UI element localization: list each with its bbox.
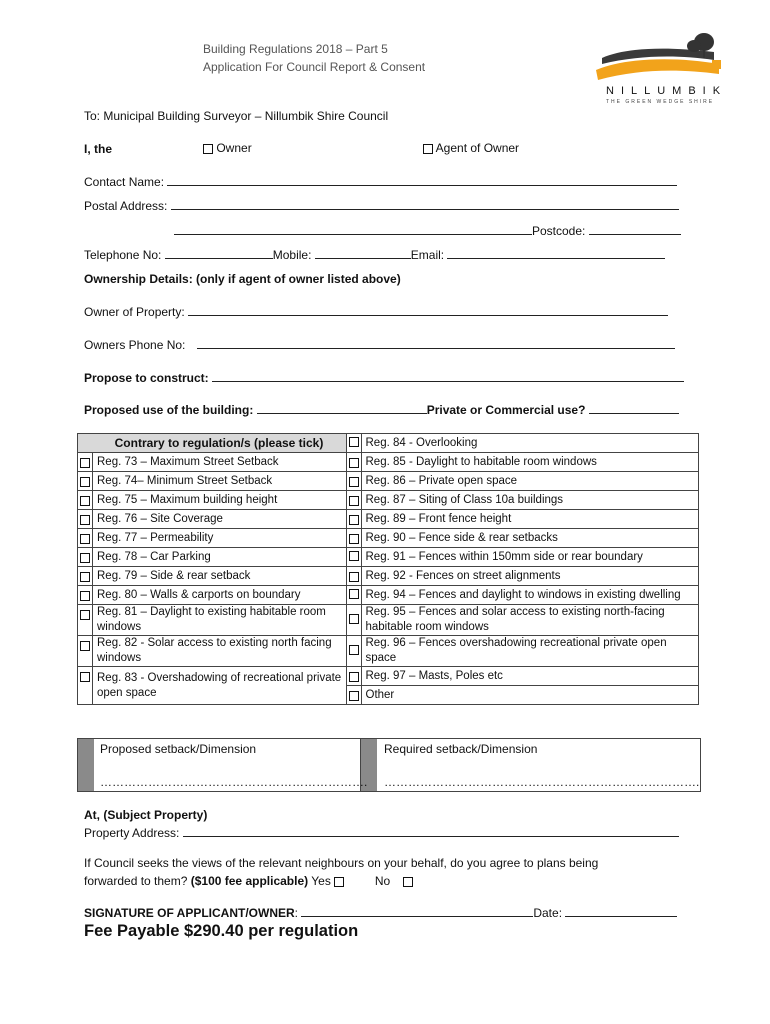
owner-of-property-field[interactable] bbox=[188, 304, 668, 316]
reg-96-label: Reg. 96 – Fences overshadowing recreational private open space bbox=[361, 636, 699, 667]
reg-97-label: Reg. 97 – Masts, Poles etc bbox=[361, 667, 699, 686]
reg-78-label: Reg. 78 – Car Parking bbox=[93, 548, 347, 567]
contact-name-field[interactable] bbox=[167, 174, 677, 186]
reg-81-label: Reg. 81 – Daylight to existing habitable room windows bbox=[93, 605, 347, 636]
to-line: To: Municipal Building Surveyor – Nillumbik Shire Council bbox=[84, 109, 389, 123]
signature-label: SIGNATURE OF APPLICANT/OWNER bbox=[84, 906, 295, 920]
reg-92-checkbox[interactable] bbox=[349, 572, 359, 582]
reg-83-label: Reg. 83 - Overshadowing of recreational private open space bbox=[93, 667, 347, 705]
proposed-use-label: Proposed use of the building: bbox=[84, 403, 254, 417]
postcode-field[interactable] bbox=[589, 223, 681, 235]
logo-name: NILLUMBIK bbox=[606, 85, 728, 97]
owners-phone-field[interactable] bbox=[197, 337, 675, 349]
contact-name-label: Contact Name: bbox=[84, 175, 165, 189]
owner-of-property-label: Owner of Property: bbox=[84, 305, 185, 319]
reg-82-label: Reg. 82 - Solar access to existing north facing windows bbox=[93, 636, 347, 667]
reg-80-label: Reg. 80 – Walls & carports on boundary bbox=[93, 586, 347, 605]
reg-89-checkbox[interactable] bbox=[349, 515, 359, 525]
mobile-label: Mobile: bbox=[272, 248, 312, 262]
other-label: Other bbox=[361, 686, 699, 705]
email-field[interactable] bbox=[447, 247, 665, 259]
telephone-label: Telephone No: bbox=[84, 248, 162, 262]
proposed-use-field[interactable] bbox=[257, 402, 427, 414]
reg-74-label: Reg. 74– Minimum Street Setback bbox=[93, 472, 347, 491]
required-setback-label: Required setback/Dimension bbox=[384, 742, 538, 756]
reg-82-checkbox[interactable] bbox=[80, 641, 90, 651]
date-field[interactable] bbox=[565, 905, 677, 917]
proposed-use-row bbox=[84, 402, 679, 417]
postal-address-label: Postal Address: bbox=[84, 199, 168, 213]
council-question-line-2 bbox=[84, 874, 413, 888]
reg-73-checkbox[interactable] bbox=[80, 458, 90, 468]
reg-74-checkbox[interactable] bbox=[80, 477, 90, 487]
reg-83-checkbox[interactable] bbox=[80, 672, 90, 682]
reg-84-label: Reg. 84 - Overlooking bbox=[361, 434, 699, 453]
postal-address-field-2[interactable] bbox=[174, 223, 532, 235]
private-commercial-label: Private or Commercial use? bbox=[426, 403, 586, 417]
reg-81-checkbox[interactable] bbox=[80, 610, 90, 620]
yes-checkbox[interactable] bbox=[334, 877, 344, 887]
setback-grey-left bbox=[78, 739, 94, 791]
reg-75-label: Reg. 75 – Maximum building height bbox=[93, 491, 347, 510]
postal-address-field[interactable] bbox=[171, 198, 679, 210]
reg-85-checkbox[interactable] bbox=[349, 458, 359, 468]
postal-address-row bbox=[84, 198, 679, 213]
reg-79-checkbox[interactable] bbox=[80, 572, 90, 582]
owner-checkbox[interactable] bbox=[203, 144, 213, 154]
no-checkbox[interactable] bbox=[403, 877, 413, 887]
council-logo bbox=[594, 30, 744, 110]
logo-graphic bbox=[594, 30, 744, 110]
agent-checkbox[interactable] bbox=[423, 144, 433, 154]
property-address-row bbox=[84, 825, 679, 840]
phone-row bbox=[84, 247, 665, 262]
propose-construct-row bbox=[84, 370, 684, 385]
signature-row: SIGNATURE OF APPLICANT/OWNER: Date: bbox=[84, 905, 677, 920]
email-label: Email: bbox=[410, 248, 445, 262]
reg-80-checkbox[interactable] bbox=[80, 591, 90, 601]
table-header-spacer bbox=[78, 434, 93, 453]
council-question-text: forwarded to them? bbox=[84, 874, 188, 888]
propose-construct-field[interactable] bbox=[212, 370, 684, 382]
reg-90-checkbox[interactable] bbox=[349, 534, 359, 544]
owner-property-row bbox=[84, 304, 668, 319]
owners-phone-label: Owners Phone No: bbox=[84, 338, 186, 352]
propose-construct-label: Propose to construct: bbox=[84, 371, 209, 385]
reg-75-checkbox[interactable] bbox=[80, 496, 90, 506]
council-question-line-1: If Council seeks the views of the relevant neighbours on your behalf, do you agree to plans being bbox=[84, 856, 599, 870]
fee-payable: Fee Payable $290.40 per regulation bbox=[84, 922, 359, 940]
regulations-table bbox=[77, 433, 699, 705]
reg-78-checkbox[interactable] bbox=[80, 553, 90, 563]
reg-86-label: Reg. 86 – Private open space bbox=[361, 472, 699, 491]
reg-91-checkbox[interactable] bbox=[349, 551, 359, 561]
private-commercial-field[interactable] bbox=[589, 402, 679, 414]
reg-97-checkbox[interactable] bbox=[349, 672, 359, 682]
postcode-label: Postcode: bbox=[532, 224, 586, 238]
reg-95-label: Reg. 95 – Fences and solar access to existing north-facing habitable room windows bbox=[361, 605, 699, 636]
reg-90-label: Reg. 90 – Fence side & rear setbacks bbox=[361, 529, 699, 548]
reg-73-label: Reg. 73 – Maximum Street Setback bbox=[93, 453, 347, 472]
header-line-2: Application For Council Report & Consent bbox=[203, 60, 426, 74]
header-line-1: Building Regulations 2018 – Part 5 bbox=[203, 42, 388, 56]
reg-84-checkbox[interactable] bbox=[349, 437, 359, 447]
reg-96-checkbox[interactable] bbox=[349, 645, 359, 655]
required-setback-field[interactable]: ……………………………………………………………………. bbox=[384, 775, 700, 789]
i-the-label: I, the bbox=[84, 142, 113, 156]
reg-94-checkbox[interactable] bbox=[349, 589, 359, 599]
proposed-setback-field[interactable]: …………………………………………………………. bbox=[100, 775, 368, 789]
reg-79-label: Reg. 79 – Side & rear setback bbox=[93, 567, 347, 586]
postcode-row bbox=[174, 223, 681, 238]
reg-95-checkbox[interactable] bbox=[349, 614, 359, 624]
telephone-field[interactable] bbox=[165, 247, 273, 259]
reg-77-checkbox[interactable] bbox=[80, 534, 90, 544]
reg-91-label: Reg. 91 – Fences within 150mm side or rear boundary bbox=[361, 548, 699, 567]
contact-name-row bbox=[84, 174, 677, 189]
reg-92-label: Reg. 92 - Fences on street alignments bbox=[361, 567, 699, 586]
reg-77-label: Reg. 77 – Permeability bbox=[93, 529, 347, 548]
owner-option-label: Owner bbox=[216, 141, 252, 155]
logo-tagline: THE GREEN WEDGE SHIRE bbox=[606, 99, 715, 105]
reg-87-label: Reg. 87 – Siting of Class 10a buildings bbox=[361, 491, 699, 510]
agent-option[interactable] bbox=[423, 141, 519, 155]
proposed-setback-label: Proposed setback/Dimension bbox=[100, 742, 257, 756]
reg-76-label: Reg. 76 – Site Coverage bbox=[93, 510, 347, 529]
other-checkbox[interactable] bbox=[349, 691, 359, 701]
signature-field[interactable] bbox=[301, 905, 533, 917]
owner-option[interactable] bbox=[203, 141, 252, 155]
date-label: Date: bbox=[533, 906, 563, 920]
reg-86-checkbox[interactable] bbox=[349, 477, 359, 487]
reg-89-label: Reg. 89 – Front fence height bbox=[361, 510, 699, 529]
property-address-label: Property Address: bbox=[84, 826, 180, 840]
setback-box bbox=[77, 738, 701, 792]
no-label: No bbox=[374, 874, 391, 888]
fee-note: ($100 fee applicable) bbox=[190, 874, 309, 888]
reg-76-checkbox[interactable] bbox=[80, 515, 90, 525]
reg-87-checkbox[interactable] bbox=[349, 496, 359, 506]
subject-property-heading: At, (Subject Property) bbox=[84, 808, 208, 822]
yes-label: Yes bbox=[311, 874, 331, 888]
reg-85-label: Reg. 85 - Daylight to habitable room windows bbox=[361, 453, 699, 472]
reg-94-label: Reg. 94 – Fences and daylight to windows in existing dwelling bbox=[361, 586, 699, 605]
table-header: Contrary to regulation/s (please tick) bbox=[93, 434, 347, 453]
agent-option-label: Agent of Owner bbox=[435, 141, 520, 155]
property-address-field[interactable] bbox=[183, 825, 679, 837]
ownership-details-heading: Ownership Details: (only if agent of owner listed above) bbox=[84, 272, 401, 286]
owners-phone-row bbox=[84, 337, 675, 352]
mobile-field[interactable] bbox=[315, 247, 411, 259]
